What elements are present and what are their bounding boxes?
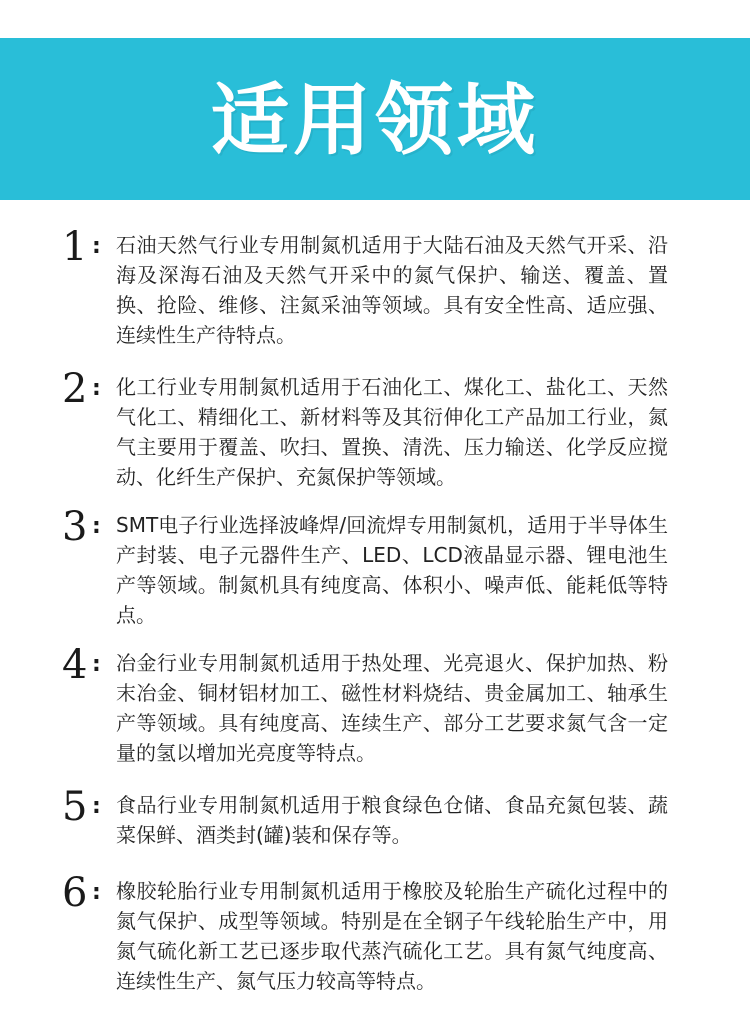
- item-number: 3: [62, 504, 88, 550]
- item-number: 5: [62, 784, 88, 830]
- item-number: 2: [62, 366, 88, 412]
- item-text: 食品行业专用制氮机适用于粮食绿色仓储、食品充氮包装、蔬菜保鲜、酒类封(罐)装和保存等。: [116, 793, 668, 847]
- item-number: 6: [62, 870, 88, 916]
- item-text: SMT电子行业选择波峰焊/回流焊专用制氮机，适用于半导体生产封装、电子元器件生产、LED、LCD液晶显示器、锂电池生产等领域。制氮机具有纯度高、体积小、噪声低、能耗低等特点。: [116, 513, 668, 627]
- item-text: 橡胶轮胎行业专用制氮机适用于橡胶及轮胎生产硫化过程中的氮气保护、成型等领域。特别是在全钢子午线轮胎生产中，用氮气硫化新工艺已逐步取代蒸汽硫化工艺。具有氮气纯度高、连续性生产、氮气压力较高等特点。: [116, 879, 668, 993]
- item-text: 石油天然气行业专用制氮机适用于大陆石油及天然气开采、沿海及深海石油及天然气开采中的氮气保护、输送、覆盖、置换、抢险、维修、注氮采油等领域。具有安全性高、适应强、连续性生产待特点。: [116, 233, 668, 347]
- item-colon: :: [92, 880, 101, 905]
- item-colon: :: [92, 794, 101, 819]
- item-colon: :: [92, 234, 101, 259]
- title-banner: [0, 38, 750, 200]
- item-colon: :: [92, 652, 101, 677]
- item-number: 4: [62, 642, 88, 688]
- item-text: 冶金行业专用制氮机适用于热处理、光亮退火、保护加热、粉末冶金、铜材铝材加工、磁性材料烧结、贵金属加工、轴承生产等领域。具有纯度高、连续生产、部分工艺要求氮气含一定量的氢以增加光亮度等特点。: [116, 651, 668, 765]
- item-number: 1: [62, 224, 88, 270]
- page-title: 适用领域: [210, 76, 539, 166]
- item-text: 化工行业专用制氮机适用于石油化工、煤化工、盐化工、天然气化工、精细化工、新材料等及其衍伸化工产品加工行业，氮气主要用于覆盖、吹扫、置换、清洗、压力输送、化学反应搅动、化纤生产保护、充氮保护等领域。: [116, 375, 668, 489]
- item-colon: :: [92, 376, 101, 401]
- item-colon: :: [92, 514, 101, 539]
